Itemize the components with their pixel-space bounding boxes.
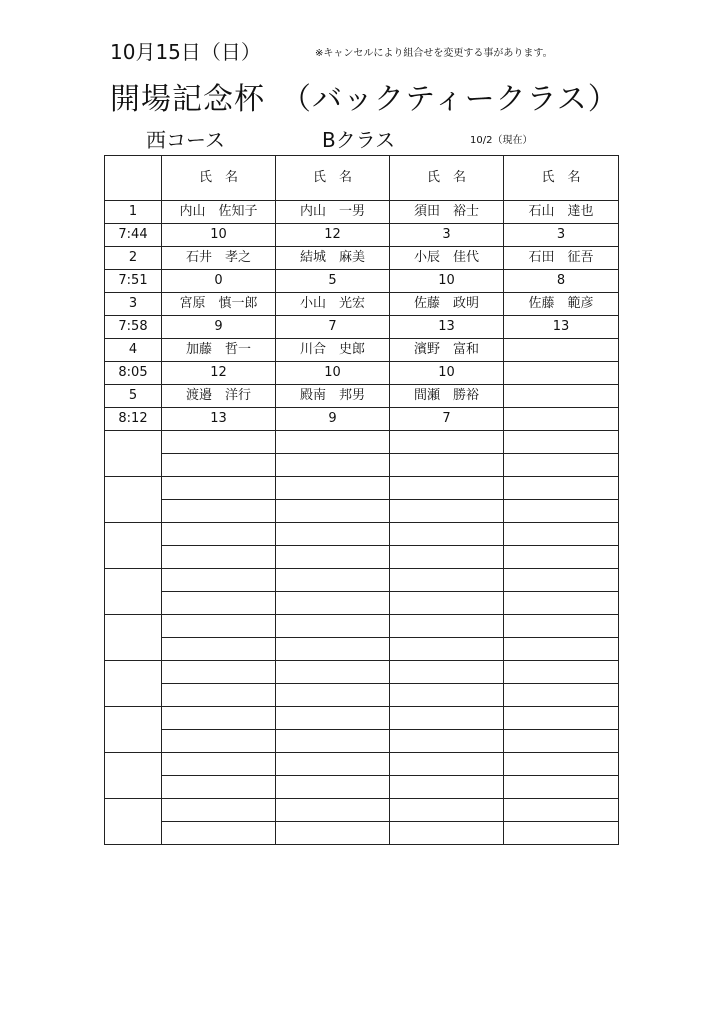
empty-cell — [504, 707, 619, 730]
player-name: 加藤 哲一 — [162, 339, 276, 362]
player-name: 川合 史郎 — [276, 339, 390, 362]
corner-cell — [105, 156, 162, 201]
group-number: 4 — [105, 339, 162, 362]
empty-cell — [504, 776, 619, 799]
player-handicap: 13 — [390, 316, 504, 339]
empty-cell — [276, 822, 390, 845]
empty-cell — [390, 500, 504, 523]
empty-cell — [390, 799, 504, 822]
player-name: 須田 裕士 — [390, 201, 504, 224]
player-handicap: 7 — [276, 316, 390, 339]
empty-cell — [162, 615, 276, 638]
empty-cell — [162, 638, 276, 661]
empty-cell — [390, 523, 504, 546]
player-handicap: 7 — [390, 408, 504, 431]
player-handicap: 12 — [162, 362, 276, 385]
empty-cell — [162, 776, 276, 799]
empty-cell — [276, 684, 390, 707]
as-of-date: 10/2（現在） — [470, 135, 533, 146]
empty-group-row — [105, 546, 619, 569]
empty-cell — [390, 753, 504, 776]
empty-cell — [504, 638, 619, 661]
empty-cell — [504, 569, 619, 592]
empty-cell — [390, 615, 504, 638]
player-handicap — [504, 362, 619, 385]
empty-cell — [162, 500, 276, 523]
player-handicap: 10 — [390, 362, 504, 385]
empty-cell — [504, 730, 619, 753]
empty-group-row — [105, 799, 619, 822]
empty-cell — [162, 799, 276, 822]
tee-time: 7:58 — [105, 316, 162, 339]
empty-cell — [276, 776, 390, 799]
group-name-row — [105, 339, 619, 362]
empty-cell — [162, 707, 276, 730]
group-number: 1 — [105, 201, 162, 224]
player-handicap: 5 — [276, 270, 390, 293]
player-name — [504, 385, 619, 408]
empty-cell — [276, 546, 390, 569]
empty-cell — [390, 431, 504, 454]
player-handicap: 9 — [162, 316, 276, 339]
empty-cell — [276, 753, 390, 776]
empty-cell — [504, 431, 619, 454]
empty-cell — [504, 500, 619, 523]
player-handicap: 13 — [162, 408, 276, 431]
class-name: Bクラス — [322, 128, 396, 152]
player-name: 宮原 慎一郎 — [162, 293, 276, 316]
tee-time: 7:51 — [105, 270, 162, 293]
empty-group-label — [105, 753, 162, 799]
empty-cell — [390, 684, 504, 707]
empty-group-row — [105, 592, 619, 615]
tee-time: 7:44 — [105, 224, 162, 247]
player-name: 石山 達也 — [504, 201, 619, 224]
empty-cell — [390, 707, 504, 730]
group-hc-row — [105, 316, 619, 339]
empty-group-row — [105, 638, 619, 661]
empty-cell — [504, 822, 619, 845]
player-name: 小山 光宏 — [276, 293, 390, 316]
empty-cell — [276, 500, 390, 523]
group-number: 5 — [105, 385, 162, 408]
player-name: 佐藤 政明 — [390, 293, 504, 316]
empty-cell — [504, 799, 619, 822]
empty-cell — [276, 477, 390, 500]
empty-cell — [162, 684, 276, 707]
empty-group-row — [105, 753, 619, 776]
group-hc-row — [105, 408, 619, 431]
empty-group-row — [105, 615, 619, 638]
empty-cell — [504, 592, 619, 615]
empty-cell — [276, 730, 390, 753]
empty-cell — [504, 615, 619, 638]
group-hc-row — [105, 362, 619, 385]
empty-group-row — [105, 730, 619, 753]
tee-time: 8:12 — [105, 408, 162, 431]
page-title: 開場記念杯 （バックティークラス） — [110, 82, 619, 117]
empty-cell — [162, 753, 276, 776]
group-name-row — [105, 385, 619, 408]
empty-cell — [390, 776, 504, 799]
empty-group-label — [105, 707, 162, 753]
empty-cell — [390, 454, 504, 477]
empty-group-label — [105, 661, 162, 707]
empty-cell — [276, 523, 390, 546]
player-name: 内山 佐知子 — [162, 201, 276, 224]
col-header: 氏 名 — [162, 156, 276, 201]
player-name: 渡邉 洋行 — [162, 385, 276, 408]
group-hc-row — [105, 224, 619, 247]
empty-cell — [276, 707, 390, 730]
player-name: 小辰 佳代 — [390, 247, 504, 270]
empty-cell — [504, 753, 619, 776]
empty-cell — [390, 546, 504, 569]
empty-group-label — [105, 799, 162, 845]
empty-cell — [276, 638, 390, 661]
header-row — [105, 156, 619, 201]
player-handicap: 8 — [504, 270, 619, 293]
player-name: 殿南 邦男 — [276, 385, 390, 408]
group-number: 3 — [105, 293, 162, 316]
empty-cell — [162, 477, 276, 500]
col-header: 氏 名 — [390, 156, 504, 201]
empty-cell — [276, 569, 390, 592]
player-name: 石井 孝之 — [162, 247, 276, 270]
empty-cell — [162, 822, 276, 845]
empty-cell — [162, 431, 276, 454]
player-handicap: 3 — [504, 224, 619, 247]
cancellation-note: ※キャンセルにより組合せを変更する事があります。 — [315, 48, 553, 59]
empty-group-row — [105, 454, 619, 477]
player-name: 結城 麻美 — [276, 247, 390, 270]
group-name-row — [105, 247, 619, 270]
group-number: 2 — [105, 247, 162, 270]
group-hc-row — [105, 270, 619, 293]
empty-cell — [390, 592, 504, 615]
player-handicap: 10 — [390, 270, 504, 293]
player-handicap: 0 — [162, 270, 276, 293]
event-date: 10月15日（日） — [110, 40, 261, 64]
empty-cell — [276, 799, 390, 822]
empty-cell — [276, 454, 390, 477]
empty-group-row — [105, 684, 619, 707]
player-handicap: 10 — [276, 362, 390, 385]
empty-group-row — [105, 569, 619, 592]
empty-cell — [504, 546, 619, 569]
player-name: 佐藤 範彦 — [504, 293, 619, 316]
empty-group-label — [105, 523, 162, 569]
pairing-table — [104, 155, 619, 845]
empty-cell — [390, 477, 504, 500]
empty-cell — [162, 523, 276, 546]
empty-group-row — [105, 431, 619, 454]
group-name-row — [105, 201, 619, 224]
player-handicap: 9 — [276, 408, 390, 431]
empty-group-label — [105, 569, 162, 615]
empty-cell — [504, 523, 619, 546]
col-header: 氏 名 — [504, 156, 619, 201]
player-name: 石田 征吾 — [504, 247, 619, 270]
player-handicap — [504, 408, 619, 431]
empty-cell — [504, 477, 619, 500]
empty-cell — [276, 592, 390, 615]
empty-group-label — [105, 615, 162, 661]
empty-cell — [162, 569, 276, 592]
empty-cell — [390, 822, 504, 845]
empty-cell — [504, 661, 619, 684]
tee-time: 8:05 — [105, 362, 162, 385]
empty-cell — [390, 569, 504, 592]
empty-cell — [162, 730, 276, 753]
empty-cell — [390, 730, 504, 753]
col-header: 氏 名 — [276, 156, 390, 201]
player-name: 内山 一男 — [276, 201, 390, 224]
empty-group-row — [105, 707, 619, 730]
empty-cell — [276, 615, 390, 638]
empty-group-row — [105, 776, 619, 799]
course-name: 西コース — [146, 128, 225, 152]
player-name: 間瀬 勝裕 — [390, 385, 504, 408]
player-handicap: 10 — [162, 224, 276, 247]
empty-group-row — [105, 661, 619, 684]
empty-cell — [276, 431, 390, 454]
empty-group-row — [105, 822, 619, 845]
empty-cell — [276, 661, 390, 684]
group-name-row — [105, 293, 619, 316]
player-handicap: 3 — [390, 224, 504, 247]
empty-cell — [162, 661, 276, 684]
empty-group-row — [105, 500, 619, 523]
empty-group-row — [105, 477, 619, 500]
empty-cell — [162, 592, 276, 615]
empty-cell — [504, 684, 619, 707]
empty-cell — [390, 638, 504, 661]
player-handicap: 13 — [504, 316, 619, 339]
empty-group-label — [105, 477, 162, 523]
empty-cell — [162, 546, 276, 569]
player-handicap: 12 — [276, 224, 390, 247]
empty-cell — [162, 454, 276, 477]
empty-group-label — [105, 431, 162, 477]
empty-cell — [504, 454, 619, 477]
empty-cell — [390, 661, 504, 684]
player-name — [504, 339, 619, 362]
empty-group-row — [105, 523, 619, 546]
player-name: 濱野 富和 — [390, 339, 504, 362]
